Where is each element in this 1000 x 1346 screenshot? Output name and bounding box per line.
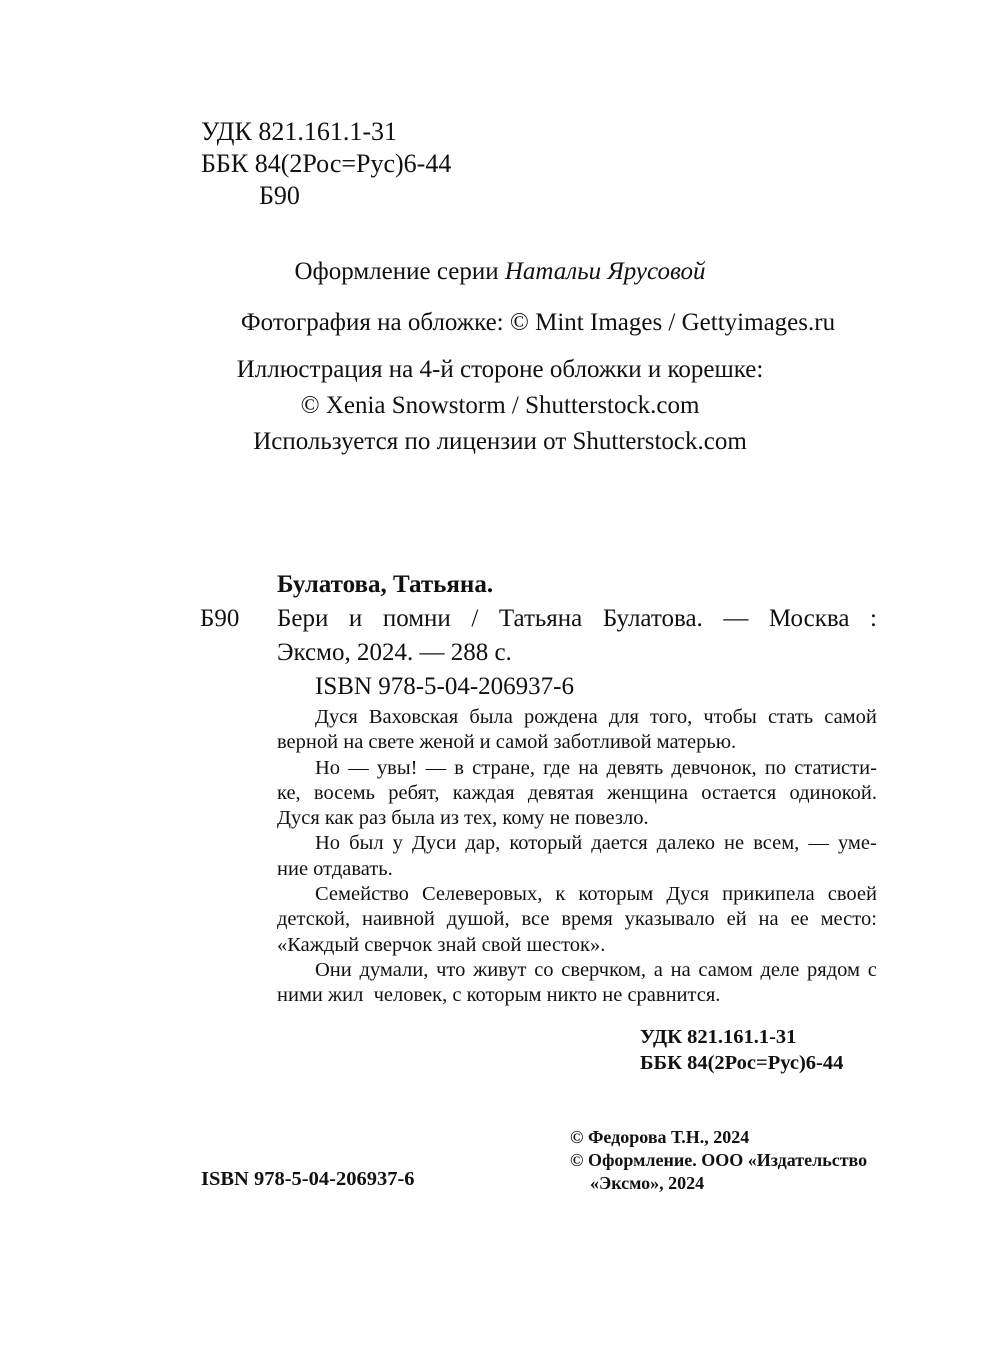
annotation-word: у	[392, 832, 403, 855]
bottom-classification-codes	[640, 1025, 843, 1076]
annotation-word: —	[425, 756, 447, 779]
bibliography-word: и	[348, 605, 363, 632]
annotation-word: указывало	[624, 908, 715, 931]
annotation-word: не	[724, 832, 745, 855]
annotation-word: каждая	[452, 781, 515, 804]
bibliography-title-line	[277, 602, 877, 636]
annotation-word: прикипела	[722, 883, 815, 906]
annotation-word: Дуся	[315, 706, 358, 728]
isbn-bottom: ISBN 978-5-04-206937-6	[201, 1168, 415, 1190]
bibliography-word: /	[471, 605, 479, 632]
bibliography-publisher-line: Эксмо, 2024. — 288 с.	[277, 639, 512, 666]
annotation-word: живут	[473, 958, 527, 981]
annotation-word: на	[670, 958, 691, 981]
annotation-line: верной на свете женой и самой заботливой матерью.	[277, 731, 737, 754]
annotation-word: к	[555, 883, 566, 906]
cover-photo-credit	[0, 305, 1000, 340]
annotation-line: ние отдавать.	[277, 857, 393, 880]
bibliography-word: Булатова.	[602, 605, 703, 632]
bibliography-mark: Б90	[200, 605, 240, 632]
annotation-word: ее	[790, 908, 809, 931]
series-designer-name: Натальи Ярусовой	[504, 258, 706, 285]
bibliography-isbn: ISBN 978-5-04-206937-6	[315, 673, 575, 700]
annotation-word: где	[543, 756, 571, 779]
annotation-word: самой	[824, 706, 877, 728]
series-design-prefix: Оформление серии	[294, 258, 505, 285]
annotation-word: рядом	[807, 958, 860, 981]
annotation-word: деле	[760, 958, 800, 981]
annotation-line: Дуся как раз была из тех, кому не повезло.	[277, 807, 649, 830]
annotation-line	[277, 756, 877, 781]
annotation-word: а	[653, 958, 663, 981]
annotation-word: в	[454, 756, 464, 779]
annotation-line	[277, 705, 877, 730]
annotation-line	[277, 781, 877, 806]
annotation-word: со	[534, 958, 554, 981]
copyright-design: © Оформление. ООО «Издательство	[570, 1150, 868, 1170]
annotation-word: ребят,	[388, 781, 440, 804]
annotation-word: наивной	[361, 908, 435, 931]
annotation-word: с	[867, 958, 877, 981]
illustration-line-2: © Xenia Snowstorm / Shutterstock.com	[300, 392, 700, 419]
annotation-word: который	[509, 832, 583, 855]
copyright-publisher: «Эксмо», 2024	[590, 1173, 705, 1193]
annotation-line	[277, 907, 877, 932]
annotation-word: чтобы	[703, 706, 757, 728]
annotation-word: стать	[767, 706, 814, 728]
bibliography-word: —	[723, 605, 749, 632]
annotation-word: далеко	[656, 832, 715, 855]
annotation-line	[277, 882, 877, 907]
annotation-word: девчонок,	[671, 756, 757, 779]
annotation-word: что	[436, 958, 466, 981]
annotation	[277, 705, 877, 1009]
annotation-word: место:	[820, 908, 877, 931]
bibliography-word: :	[869, 605, 877, 632]
annotation-word: —	[808, 832, 829, 855]
annotation-line: «Каждый сверчок знай свой шесток».	[277, 933, 606, 956]
annotation-word: сверчком,	[561, 958, 646, 981]
annotation-line	[277, 831, 877, 856]
annotation-word: дар,	[465, 832, 501, 855]
illustration-line-1: Иллюстрация на 4-й стороне обложки и корешке:	[236, 356, 764, 383]
annotation-word: на	[578, 756, 599, 779]
annotation-word: стране,	[472, 756, 535, 779]
copyright-notice	[570, 1126, 867, 1195]
annotation-word: женщина	[607, 781, 688, 804]
bibliography-word: Москва	[768, 605, 850, 632]
annotation-word: по	[764, 756, 787, 779]
illustration-line-3: Используется по лицензии от Shutterstock.com	[253, 428, 747, 455]
series-design-credit	[0, 254, 1000, 289]
bbk-code: ББК 84(2Рос=Рус)6-44	[201, 149, 452, 178]
illustration-credit	[0, 352, 1000, 460]
annotation-word: Семейство	[315, 883, 409, 906]
annotation-word: детской,	[277, 908, 351, 931]
annotation-word: Дуси	[411, 832, 457, 855]
annotation-word: восемь	[313, 781, 375, 804]
bibliography-record	[277, 602, 877, 670]
annotation-word: одинокой.	[789, 781, 877, 804]
annotation-word: рождена	[523, 706, 598, 728]
annotation-word: которым	[578, 883, 654, 906]
annotation-word: был	[349, 832, 384, 855]
annotation-word: Ваховская	[368, 706, 459, 728]
annotation-word: своей	[827, 883, 877, 906]
annotation-word: девятая	[527, 781, 594, 804]
bibliography-word: Татьяна	[498, 605, 583, 632]
author-mark: Б90	[259, 181, 300, 210]
annotation-word: того,	[650, 706, 693, 728]
annotation-word: остается	[701, 781, 777, 804]
bottom-bbk-code: ББК 84(2Рос=Рус)6-44	[640, 1051, 844, 1074]
annotation-word: Селеверовых,	[421, 883, 543, 906]
annotation-word: ей	[726, 908, 747, 931]
bibliography-author: Булатова, Татьяна.	[277, 571, 494, 598]
annotation-line	[277, 958, 877, 983]
annotation-word: для	[608, 706, 639, 728]
bottom-udk-code: УДК 821.161.1-31	[640, 1026, 797, 1048]
annotation-word: уме-	[837, 832, 877, 855]
annotation-word: ке,	[277, 781, 301, 804]
annotation-word: девять	[606, 756, 664, 779]
classification-codes	[201, 116, 451, 212]
annotation-word: статисти-	[794, 756, 877, 779]
annotation-word: была	[469, 706, 513, 728]
annotation-word: думали,	[359, 958, 429, 981]
annotation-word: всем,	[753, 832, 800, 855]
bibliography-word: помни	[382, 605, 451, 632]
annotation-word: душой,	[446, 908, 510, 931]
annotation-word: увы!	[376, 756, 418, 779]
annotation-word: все	[521, 908, 550, 931]
annotation-word: Но	[315, 756, 341, 779]
annotation-word: Но	[315, 832, 341, 855]
annotation-word: —	[348, 756, 369, 779]
annotation-word: время	[561, 908, 613, 931]
bibliography-word: Бери	[277, 605, 329, 632]
udk-code: УДК 821.161.1-31	[201, 117, 398, 146]
annotation-word: самом	[698, 958, 753, 981]
annotation-line: ними жил человек, с которым никто не сравнится.	[277, 984, 721, 1007]
annotation-word: дается	[591, 832, 648, 855]
annotation-word: Они	[315, 958, 352, 981]
cover-photo-text: Фотография на обложке: © Mint Images / Gettyimages.ru	[240, 309, 836, 336]
annotation-word: на	[758, 908, 779, 931]
annotation-word: Дуся	[666, 883, 710, 906]
copyright-author: © Федорова Т.Н., 2024	[570, 1127, 750, 1147]
